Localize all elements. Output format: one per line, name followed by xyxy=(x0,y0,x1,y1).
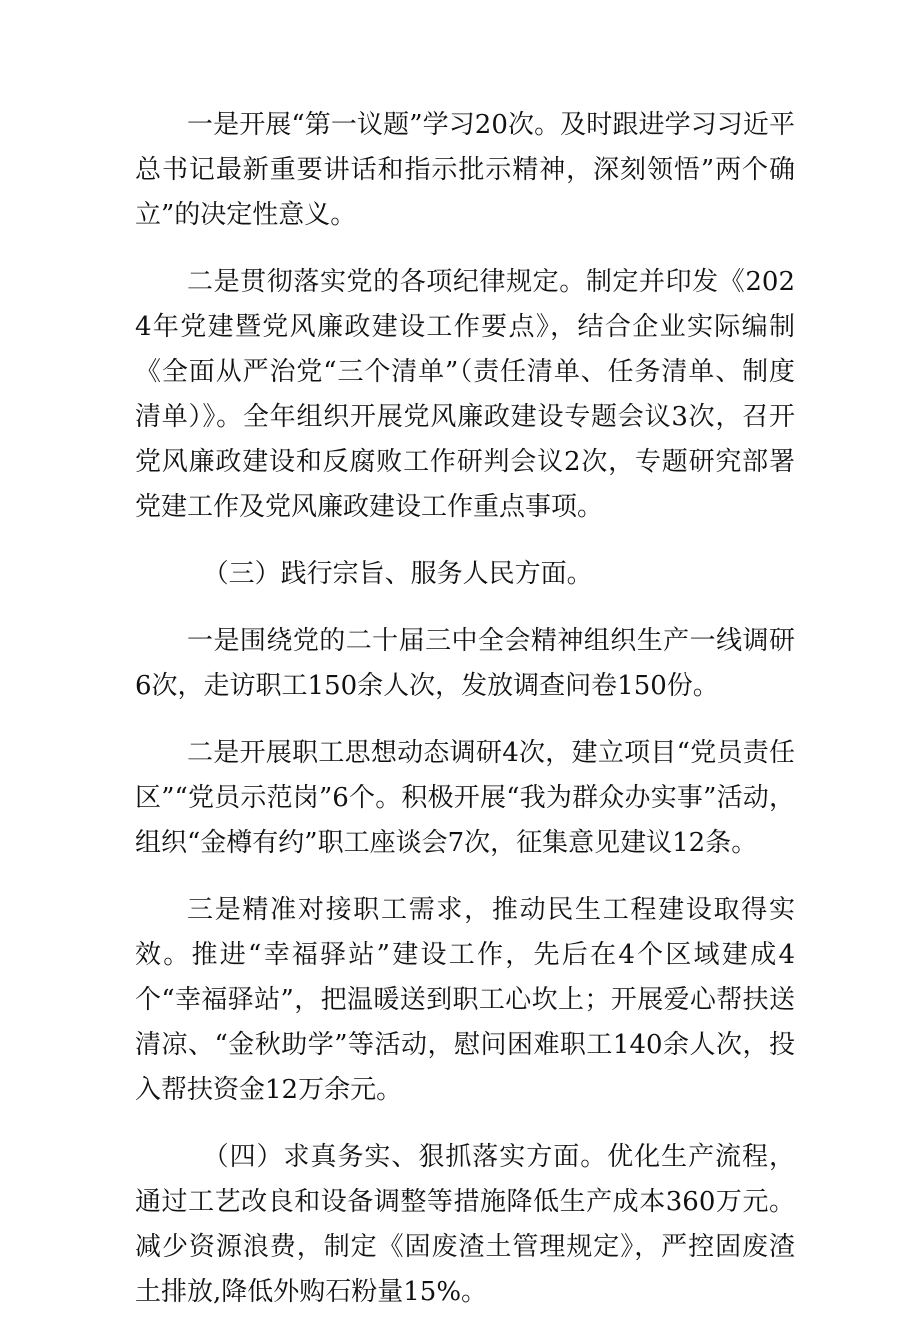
paragraph-staff-thoughts-survey: 二是开展职工思想动态调研4次，建立项目“党员责任区”“党员示范岗”6个。积极开展“我为群众办实事”活动，组织“金樽有约”职工座谈会7次，征集意见建议12条。 xyxy=(135,738,795,858)
section-heading-pragmatic-implementation: （四）求真务实、狠抓落实方面。优化生产流程，通过工艺改良和设备调整等措施降低生产成本360万元。减少资源浪费，制定《固废渣土管理规定》，严控固废渣土排放,降低外购石粉量15%。 xyxy=(135,1142,795,1307)
paragraph-staff-needs: 三是精准对接职工需求，推动民生工程建设取得实效。推进“幸福驿站”建设工作，先后在4个区域建成4个“幸福驿站”，把温暖送到职工心坎上；开展爱心帮扶送清凉、“金秋助学”等活动，慰问困难职工140余人次，投入帮扶资金12万余元。 xyxy=(135,895,795,1105)
document-body xyxy=(135,103,795,1337)
paragraph-first-topic-study: 一是开展“第一议题”学习20次。及时跟进学习习近平总书记最新重要讲话和指示批示精神，深刻领悟”两个确立”的决定性意义。 xyxy=(135,110,795,230)
paragraph-frontline-research: 一是围绕党的二十届三中全会精神组织生产一线调研6次，走访职工150余人次，发放调查问卷150份。 xyxy=(135,626,795,701)
section-heading-serve-people: （三）践行宗旨、服务人民方面。 xyxy=(202,559,593,589)
paragraph-discipline-rules: 二是贯彻落实党的各项纪律规定。制定并印发《2024年党建暨党风廉政建设工作要点》，结合企业实际编制《全面从严治党“三个清单”（责任清单、任务清单、制度清单）》。全年组织开展党风廉政建设专题会议3次，召开党风廉政建设和反腐败工作研判会议2次，专题研究部署党建工作及党风廉政建设工作重点事项。 xyxy=(135,267,795,522)
